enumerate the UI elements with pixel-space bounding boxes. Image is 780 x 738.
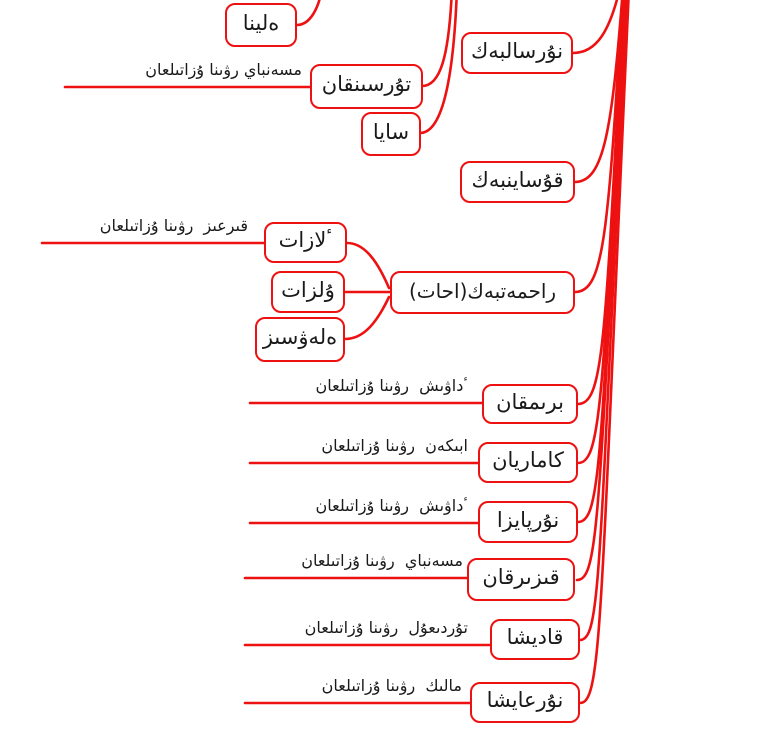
edge-label-nurgaisha: مالىك رۋىنا ۇزاتىلعان [321,676,462,695]
node-saya[interactable]: سايا [361,112,421,156]
connector-tursynqan [422,0,452,86]
edge-label-nurpaiza: ٴداۋىش رۋىنا ۇزاتىلعان [315,496,468,515]
node-qadisha[interactable]: قاديشا [490,619,580,660]
node-elina[interactable]: ەلينا [225,3,297,47]
connector-eleusiz [345,297,389,339]
connector-lazat [347,243,389,288]
edge-label-birimqan: ٴداۋىش رۋىنا ۇزاتىلعان [315,376,468,395]
node-birimqan[interactable]: برىمقان [482,384,578,424]
node-rakhmetbek[interactable]: راحمەتبەك(احات) [390,271,575,314]
connector-nursalbek [573,0,620,53]
edge-label-lazat: قىرعىز رۋىنا ۇزاتىلعان [99,216,248,235]
node-ulzat[interactable]: ۇلزات [271,271,345,313]
node-lazat[interactable]: ٴلازات [264,222,347,263]
edge-label-qadisha: تۇردىعۇل رۋىنا ۇزاتىلعان [304,618,468,637]
node-nurgaisha[interactable]: نۇرعايشا [470,682,580,723]
edge-label-qyzyrqan: مسەنباي رۋىنا ۇزاتىلعان [301,551,463,570]
node-tursynqan[interactable]: تۇرسىنقان [310,64,423,109]
node-kamarian[interactable]: كاماريان [478,442,578,483]
node-qusainbek[interactable]: قۇساينبەك [460,161,575,203]
node-eleusiz[interactable]: ەلەۋسىز [255,317,345,362]
node-nursalbek[interactable]: نۇرسالبەك [461,32,573,74]
edge-label-tursynqan: مسەنباي رۋىنا ۇزاتىلعان [145,60,302,79]
node-nurpaiza[interactable]: نۇرپايزا [478,501,578,543]
edge-label-kamarian: ابىكەن رۋىنا ۇزاتىلعان [321,436,468,455]
connector-saya [420,0,457,133]
node-qyzyrqan[interactable]: قىزىرقان [467,558,575,601]
connector-elina [297,0,322,25]
